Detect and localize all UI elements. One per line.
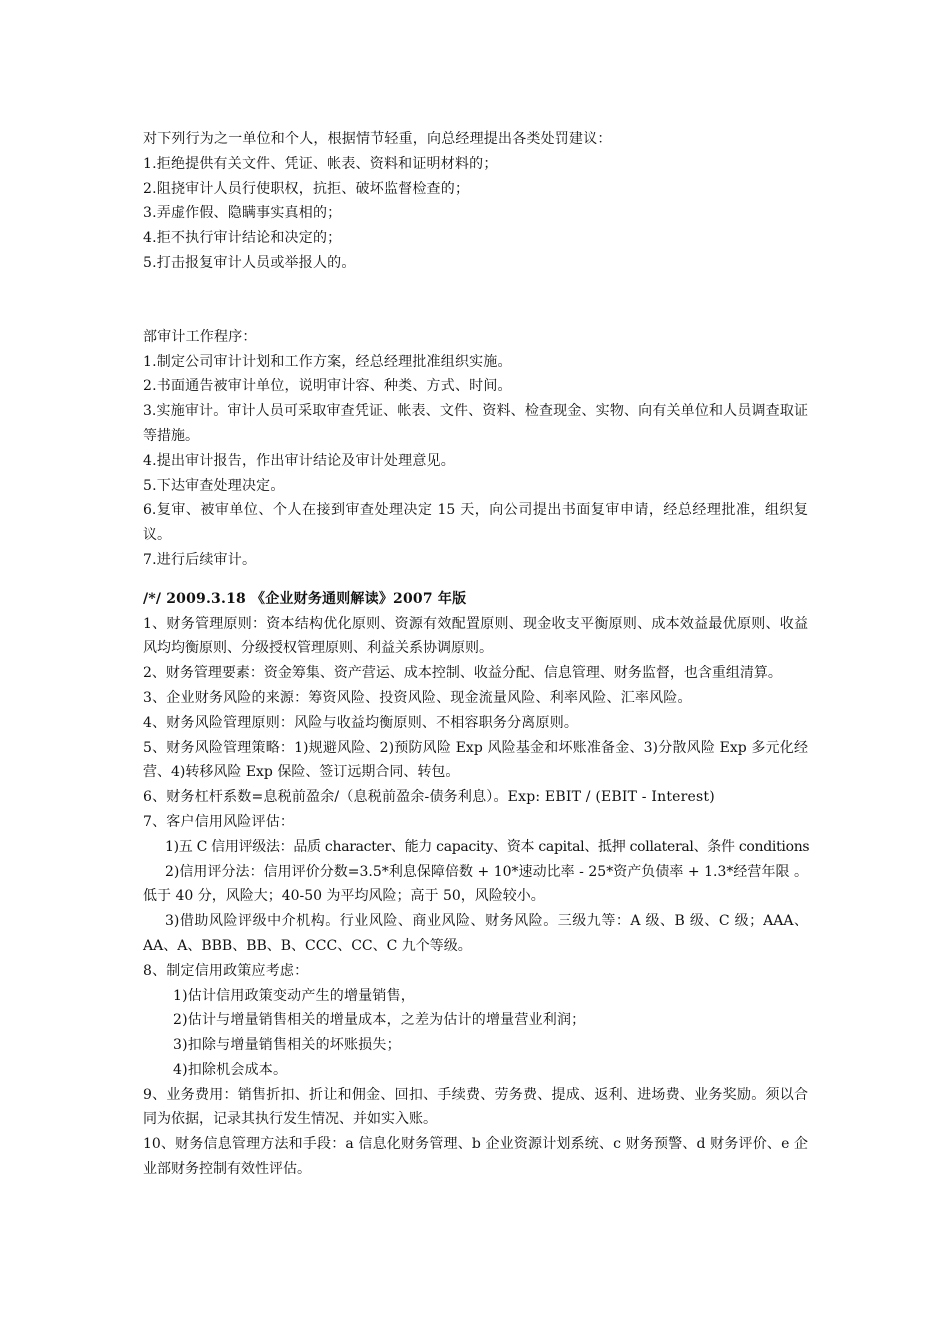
section-gap bbox=[143, 276, 808, 325]
penalty-item: 4.拒不执行审计结论和决定的； bbox=[143, 230, 342, 247]
credit-policy-item: 3)扣除与增量销售相关的坏账损失； bbox=[173, 1037, 401, 1054]
credit-method: 2)信用评分法：信用评价分数=3.5*利息保障倍数 + 10*速动比率 - 25*资产负债率 + 1.3*经营年限 。低于 40 分，风险大；40-50 为平均风险；高于 50，风险较小。 bbox=[143, 863, 808, 905]
penalty-item: 5.打击报复审计人员或举报人的。 bbox=[143, 254, 356, 271]
finance-paragraph: 5、财务风险管理策略：1)规避风险、2)预防风险 Exp 风险基金和坏账准备金、3)分散风险 Exp 多元化经营、4)转移风险 Exp 保险、签订远期合同、转包。 bbox=[143, 739, 808, 781]
finance-rules-heading: /*/ 2009.3.18 《企业财务通则解读》2007 年版 bbox=[143, 590, 467, 607]
finance-paragraph: 2、财务管理要素：资金筹集、资产营运、成本控制、收益分配、信息管理、财务监督，也含重组清算。 bbox=[143, 665, 782, 682]
procedure-step: 6.复审、被审单位、个人在接到审查处理决定 15 天，向公司提出书面复审申请，经总经理批准，组织复议。 bbox=[143, 502, 808, 544]
penalty-intro: 对下列行为之一单位和个人，根据情节轻重，向总经理提出各类处罚建议： bbox=[143, 131, 612, 147]
procedure-step: 7.进行后续审计。 bbox=[143, 551, 257, 568]
procedure-step: 5.下达审查处理决定。 bbox=[143, 477, 285, 494]
credit-policy-item: 4)扣除机会成本。 bbox=[173, 1061, 288, 1078]
credit-method: 3)借助风险评级中介机构。行业风险、商业风险、财务风险。三级九等：A 级、B 级、C 级；AAA、AA、A、BBB、BB、B、CCC、CC、C 九个等级。 bbox=[143, 913, 808, 954]
finance-paragraph: 3、企业财务风险的来源：筹资风险、投资风险、现金流量风险、利率风险、汇率风险。 bbox=[143, 689, 692, 706]
procedure-step: 1.制定公司审计计划和工作方案，经总经理批准组织实施。 bbox=[143, 353, 512, 370]
document-page bbox=[143, 127, 808, 1182]
procedure-step: 2.书面通告被审计单位，说明审计容、种类、方式、时间。 bbox=[143, 378, 512, 395]
credit-method: 1)五 C 信用评级法：品质 character、能力 capacity、资本 capital、抵押 collateral、条件 conditions bbox=[165, 838, 810, 855]
penalty-item: 2.阻挠审计人员行使职权，抗拒、破坏监督检查的； bbox=[143, 180, 470, 197]
audit-procedure-title: 部审计工作程序： bbox=[143, 328, 257, 345]
penalty-item: 1.拒绝提供有关文件、凭证、帐表、资料和证明材料的； bbox=[143, 155, 498, 172]
credit-policy-item: 1)估计信用政策变动产生的增量销售， bbox=[173, 987, 415, 1004]
credit-policy-item: 2)估计与增量销售相关的增量成本，之差为估计的增量营业利润； bbox=[173, 1012, 586, 1029]
penalty-item: 3.弄虚作假、隐瞒事实真相的； bbox=[143, 205, 342, 222]
finance-paragraph: 9、业务费用：销售折扣、折让和佣金、回扣、手续费、劳务费、提成、返利、进场费、业务奖励。须以合同为依据，记录其执行发生情况、并如实入账。 bbox=[143, 1086, 808, 1128]
audit-procedure-section bbox=[143, 325, 808, 573]
finance-paragraph: 6、财务杠杆系数=息税前盈余/（息税前盈余-债务利息）。Exp: EBIT / (EBIT - Interest) bbox=[143, 789, 715, 806]
finance-paragraph: 10、财务信息管理方法和手段：a 信息化财务管理、b 企业资源计划系统、c 财务预警、d 财务评价、e 企业部财务控制有效性评估。 bbox=[143, 1136, 808, 1178]
finance-rules-section bbox=[143, 587, 808, 1182]
finance-paragraph: 1、财务管理原则：资本结构优化原则、资源有效配置原则、现金收支平衡原则、成本效益最优原则、收益风均均衡原则、分级授权管理原则、利益关系协调原则。 bbox=[143, 615, 808, 657]
finance-paragraph: 4、财务风险管理原则：风险与收益均衡原则、不相容职务分离原则。 bbox=[143, 714, 579, 731]
procedure-step: 4.提出审计报告，作出审计结论及审计处理意见。 bbox=[143, 452, 455, 469]
procedure-step: 3.实施审计。审计人员可采取审查凭证、帐表、文件、资料、检查现金、实物、向有关单位和人员调查取证等措施。 bbox=[143, 403, 808, 444]
penalty-section bbox=[143, 127, 808, 276]
finance-paragraph: 7、客户信用风险评估： bbox=[143, 813, 295, 830]
finance-paragraph: 8、制定信用政策应考虑： bbox=[143, 962, 309, 979]
